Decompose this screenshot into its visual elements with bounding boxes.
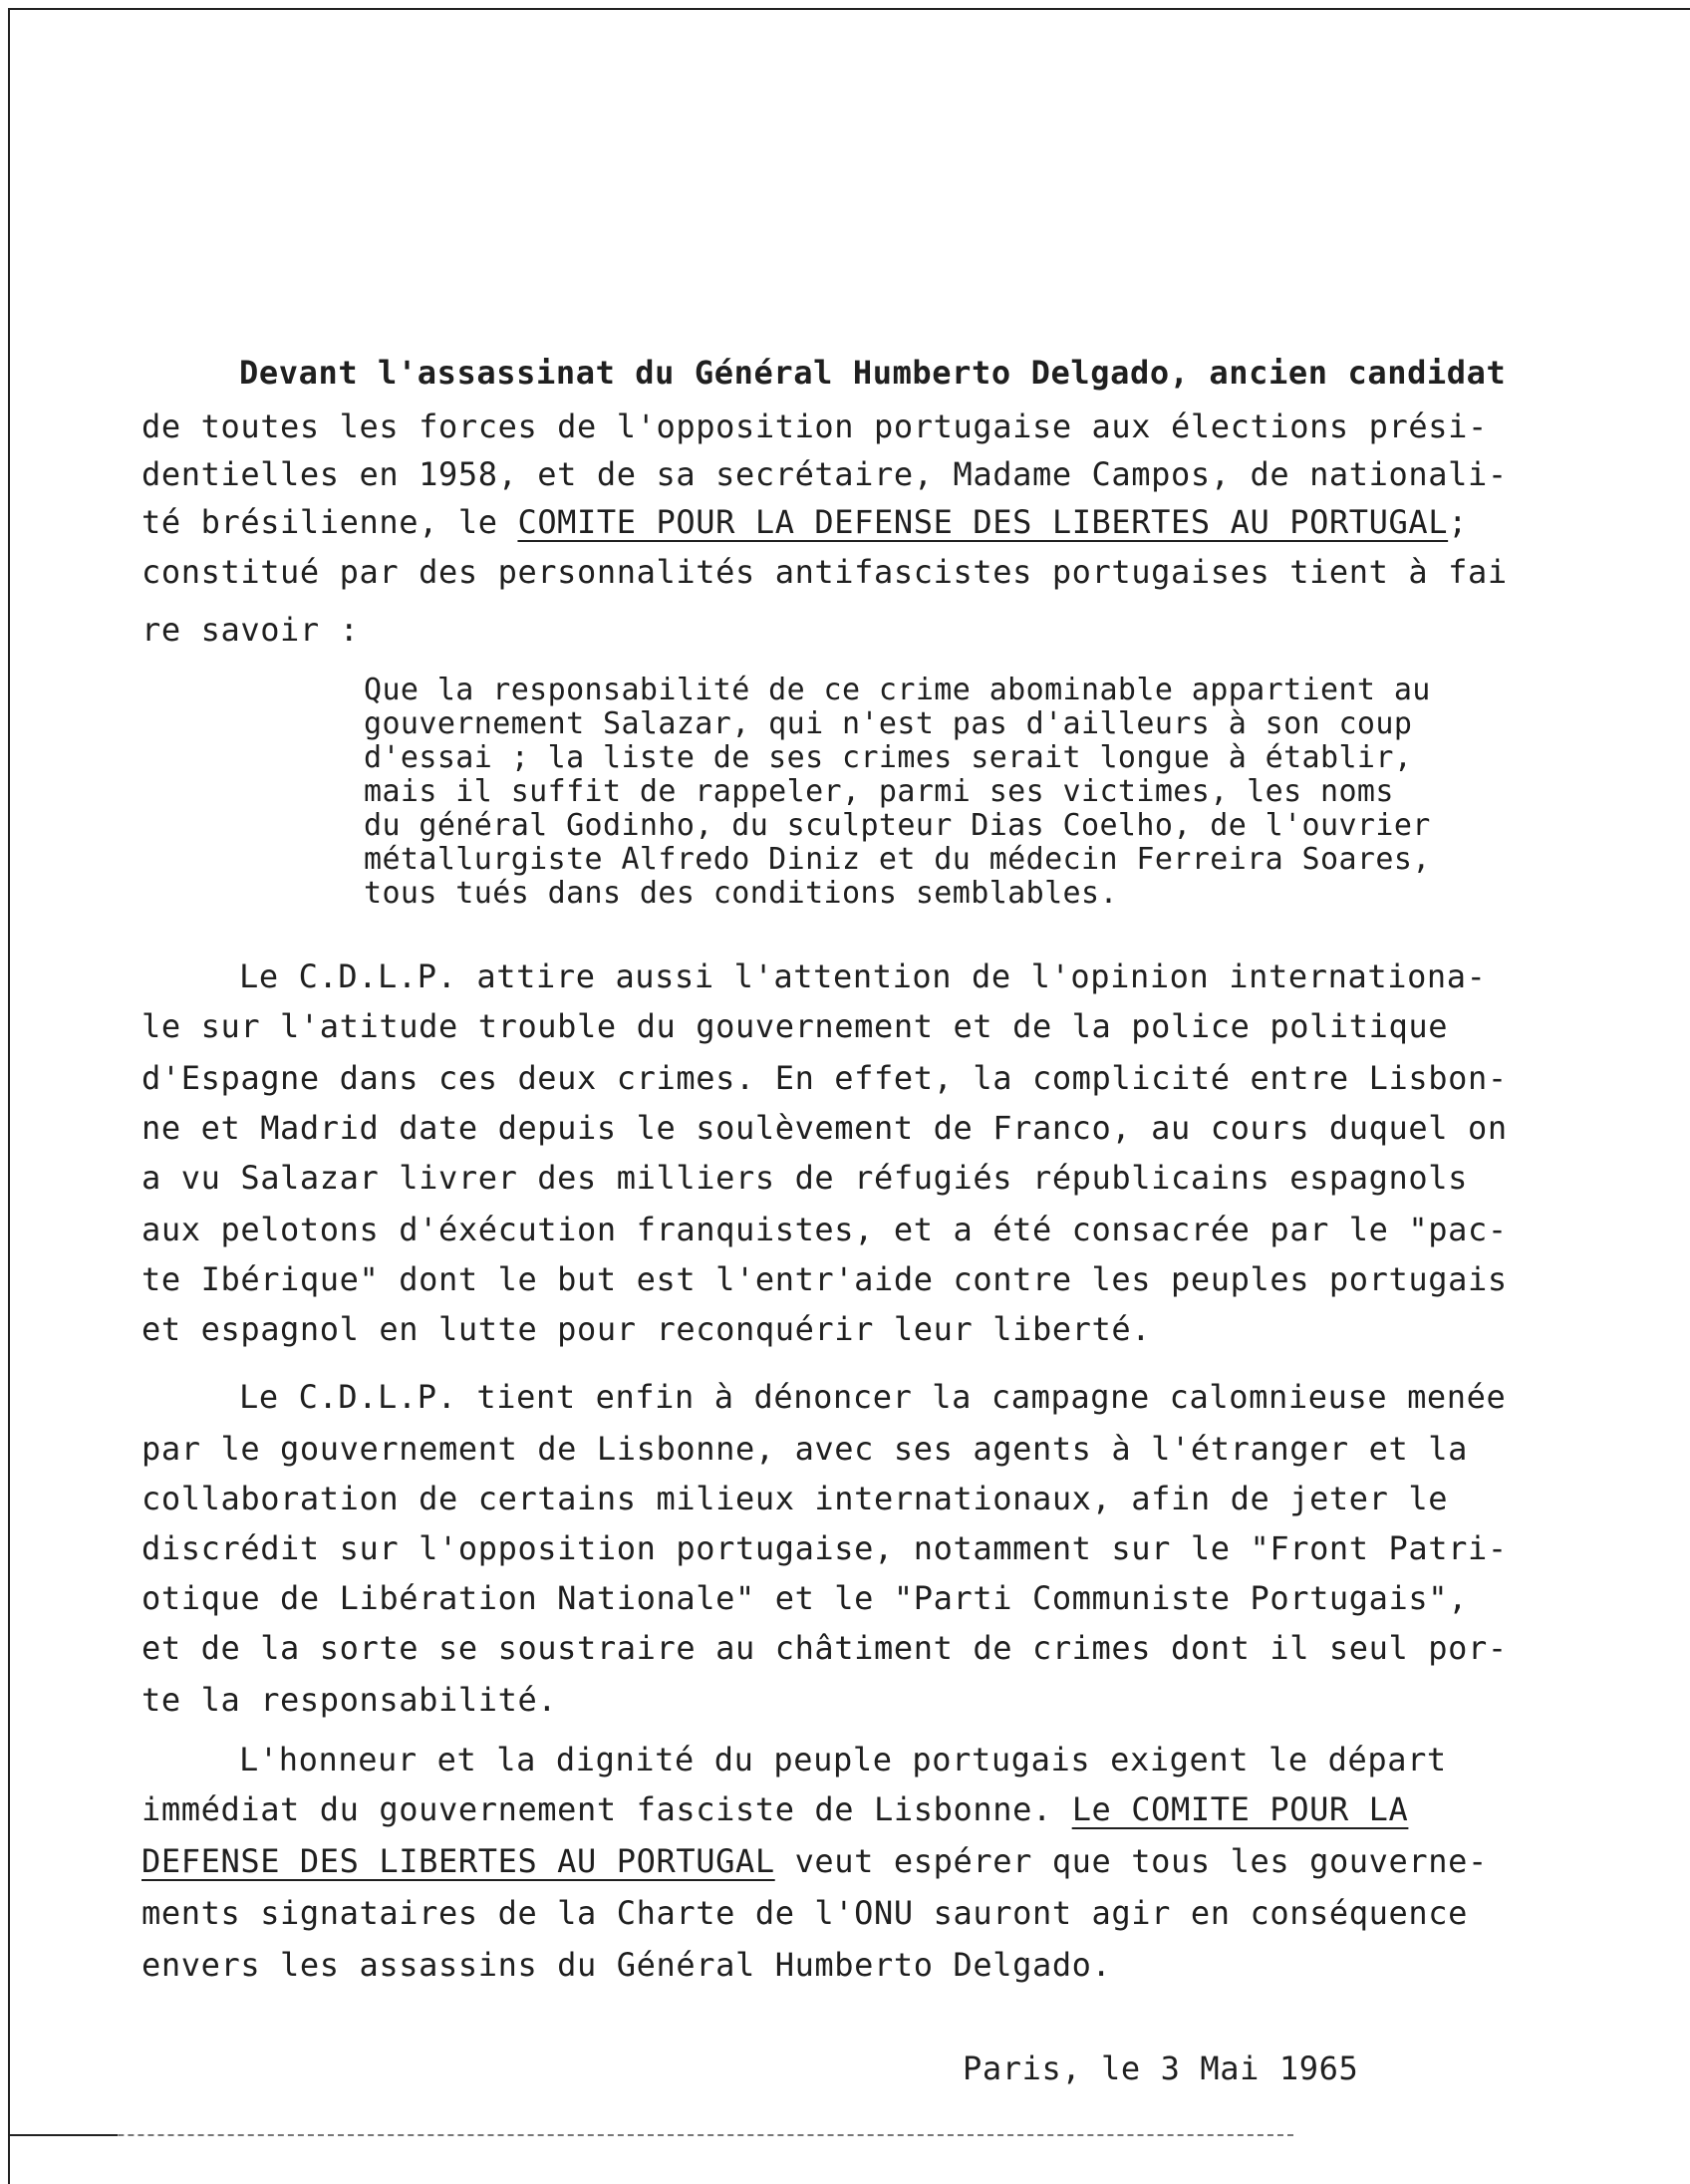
quote-line: gouvernement Salazar, qui n'est pas d'ailleurs à son coup: [364, 706, 1413, 741]
paragraph2-line: Le C.D.L.P. attire aussi l'attention de l'opinion internationa-: [239, 957, 1487, 995]
paragraph4-line: L'honneur et la dignité du peuple portugais exigent le départ: [239, 1741, 1447, 1778]
paragraph2-line: a vu Salazar livrer des milliers de réfugiés républicains espagnols: [141, 1159, 1468, 1197]
page-border-left: [8, 8, 10, 2184]
paragraph3-line: par le gouvernement de Lisbonne, avec ses agents à l'étranger et la: [141, 1430, 1468, 1468]
paragraph4-text: immédiat du gouvernement fasciste de Lisbonne.: [141, 1790, 1072, 1828]
paragraph2-line: le sur l'atitude trouble du gouvernement et de la police politique: [141, 1007, 1449, 1045]
paragraph1-line: [141, 502, 1468, 542]
paragraph2-line: ne et Madrid date depuis le soulèvement de Franco, au cours duquel on: [141, 1109, 1508, 1147]
paragraph1-line: de toutes les forces de l'opposition portugaise aux élections prési-: [141, 408, 1488, 445]
paragraph4-line: ments signataires de la Charte de l'ONU sauront agir en conséquence: [141, 1894, 1468, 1932]
quote-line: d'essai ; la liste de ses crimes serait longue à établir,: [364, 740, 1413, 775]
quote-line: métallurgiste Alfredo Diniz et du médecin Ferreira Soares,: [364, 842, 1431, 877]
paragraph4-line: envers les assassins du Général Humberto Delgado.: [141, 1946, 1112, 1984]
committee-name: COMITE POUR LA DEFENSE DES LIBERTES AU PORTUGAL: [517, 503, 1449, 541]
paragraph3-line: collaboration de certains milieux internationaux, afin de jeter le: [141, 1480, 1449, 1517]
paragraph1-line: constitué par des personnalités antifascistes portugaises tient à fai: [141, 553, 1508, 591]
paragraph3-line: discrédit sur l'opposition portugaise, notamment sur le "Front Patri-: [141, 1529, 1508, 1567]
dateline: Paris, le 3 Mai 1965: [963, 2049, 1359, 2087]
quote-line: Que la responsabilité de ce crime abominable appartient au: [364, 673, 1431, 707]
committee-name: DEFENSE DES LIBERTES AU PORTUGAL: [141, 1842, 775, 1880]
paragraph1-text: ;: [1448, 503, 1469, 541]
paragraph2-line: aux pelotons d'éxécution franquistes, et a été consacrée par le "pac-: [141, 1211, 1508, 1248]
quote-line: mais il suffit de rappeler, parmi ses victimes, les noms: [364, 774, 1394, 809]
paragraph1-line: re savoir :: [141, 611, 360, 649]
paragraph1-text: té brésilienne, le: [141, 503, 518, 541]
bottom-rule-start: [8, 2134, 118, 2136]
quote-line: tous tués dans des conditions semblables.: [364, 876, 1118, 911]
paragraph4-line: [141, 1841, 1488, 1881]
committee-name: Le COMITE POUR LA: [1071, 1790, 1409, 1828]
paragraph4-text: veut espérer que tous les gouverne-: [774, 1842, 1488, 1880]
paragraph1-line: Devant l'assassinat du Général Humberto Delgado, ancien candidat: [239, 354, 1507, 392]
quote-line: du général Godinho, du sculpteur Dias Coelho, de l'ouvrier: [364, 808, 1431, 843]
paragraph3-line: otique de Libération Nationale" et le "Parti Communiste Portugais",: [141, 1579, 1468, 1617]
paragraph3-line: te la responsabilité.: [141, 1681, 558, 1719]
page-border-top: [8, 8, 1690, 10]
paragraph3-line: Le C.D.L.P. tient enfin à dénoncer la campagne calomnieuse menée: [239, 1378, 1507, 1416]
paragraph1-line: dentielles en 1958, et de sa secrétaire, Madame Campos, de nationali-: [141, 455, 1508, 493]
paragraph2-line: et espagnol en lutte pour reconquérir leur liberté.: [141, 1310, 1152, 1348]
bottom-rule: [8, 2134, 1293, 2136]
paragraph3-line: et de la sorte se soustraire au châtiment de crimes dont il seul por-: [141, 1629, 1508, 1667]
paragraph2-line: te Ibérique" dont le but est l'entr'aide contre les peuples portugais: [141, 1260, 1508, 1298]
paragraph4-line: [141, 1789, 1408, 1829]
paragraph2-line: d'Espagne dans ces deux crimes. En effet, la complicité entre Lisbon-: [141, 1059, 1508, 1097]
